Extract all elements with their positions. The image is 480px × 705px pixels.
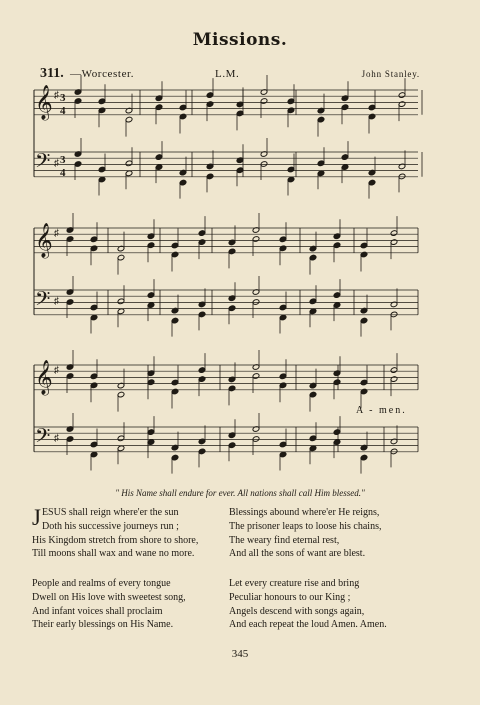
verse-4 — [229, 577, 387, 632]
page-number: 345 — [231, 648, 249, 660]
verse-line: People and realms of every tongue — [32, 578, 171, 589]
verse-line: The weary find eternal rest, — [229, 534, 340, 546]
tune-composer: John Stanley. — [361, 69, 420, 79]
drop-cap: J — [32, 505, 41, 530]
tune-number: 311. — [40, 66, 64, 81]
treble-clef: 𝄞 — [35, 360, 53, 395]
verse-line: The prisoner leaps to loose his chains, — [229, 520, 382, 532]
epigraph: " His Name shall endure for ever. All nations shall call Him blessed." — [115, 488, 365, 498]
time-sig: 4 — [60, 105, 66, 117]
verse-3 — [32, 577, 186, 632]
verse-line: Peculiar honours to our King ; — [229, 591, 351, 603]
verse-line: Dwell on His love with sweetest song, — [32, 591, 186, 603]
key-sharp: ♯ — [54, 90, 59, 101]
tune-name: —Worcester. — [70, 68, 135, 80]
bass-clef: 𝄢 — [35, 149, 51, 177]
section-title: Missions. — [192, 30, 288, 50]
key-sharp: ♯ — [54, 158, 59, 169]
time-sig: 3 — [60, 154, 66, 166]
verse-1 — [32, 506, 198, 561]
bass-clef: 𝄢 — [35, 424, 51, 452]
verse-line: And all the sons of want are blest. — [229, 548, 366, 560]
time-sig: 4 — [60, 167, 66, 179]
key-sharp: ♯ — [54, 365, 59, 376]
treble-clef: 𝄞 — [35, 85, 53, 120]
verse-2 — [229, 506, 381, 561]
key-sharp: ♯ — [54, 433, 59, 444]
verse-line: And each repeat the loud Amen. Amen. — [229, 619, 387, 631]
verse-line: Doth his successive journeys run ; — [42, 520, 179, 532]
time-sig: 3 — [60, 92, 66, 104]
amen-lyric: A - men. — [356, 405, 407, 416]
bass-clef: 𝄢 — [35, 287, 51, 315]
verse-line: His Kingdom stretch from shore to shore, — [32, 534, 199, 546]
key-sharp: ♯ — [54, 296, 59, 307]
verse-line: And infant voices shall proclaim — [32, 605, 163, 617]
verse-line: Till moons shall wax and wane no more. — [32, 548, 195, 560]
verse-line: Blessings abound where'er He reigns, — [229, 507, 380, 518]
treble-clef: 𝄞 — [35, 223, 53, 258]
verse-line: Let every creature rise and bring — [229, 578, 360, 589]
key-sharp: ♯ — [54, 228, 59, 239]
verse-line: Angels descend with songs again, — [229, 605, 365, 617]
tune-meter: L.M. — [215, 68, 240, 80]
verse-line: Their early blessings on His Name. — [32, 619, 174, 631]
verse-line: ESUS shall reign where'er the sun — [41, 507, 179, 518]
